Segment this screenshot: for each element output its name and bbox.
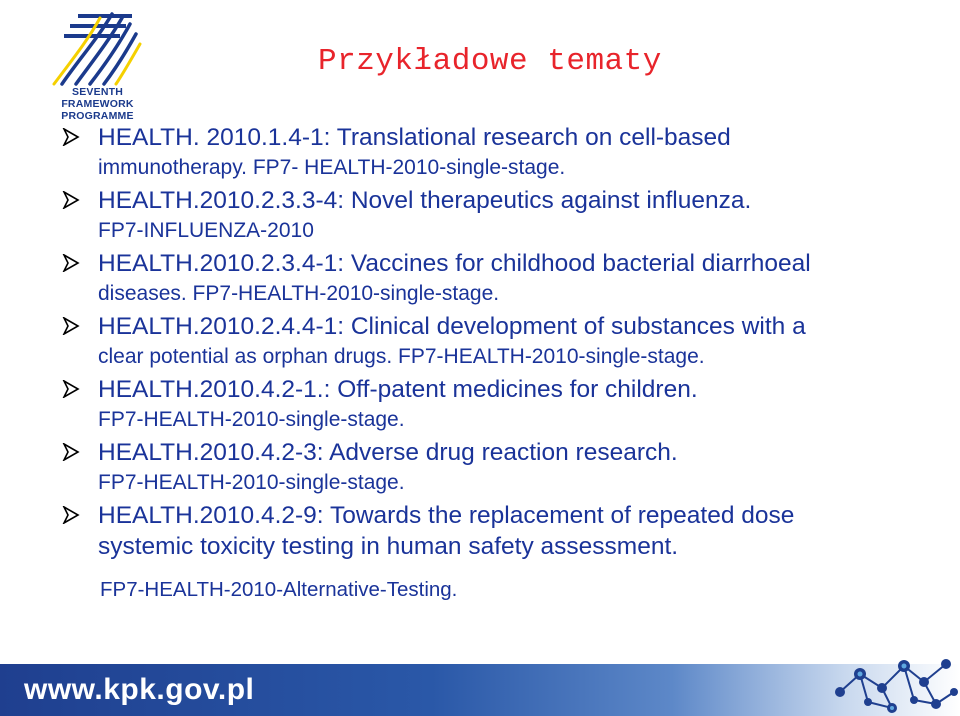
arrow-bullet-icon <box>62 443 80 461</box>
fp7-logo-icon <box>40 8 155 86</box>
item-line: systemic toxicity testing in human safety assessment. <box>98 533 679 560</box>
arrow-bullet-icon <box>62 380 80 398</box>
item-line: clear potential as orphan drugs. FP7-HEALTH-2010-single-stage. <box>98 345 705 368</box>
trailing-call-id: FP7-HEALTH-2010-Alternative-Testing. <box>100 578 458 601</box>
list-item <box>62 311 942 372</box>
list-item <box>62 500 942 562</box>
arrow-bullet-icon <box>62 128 80 146</box>
list-item <box>62 185 942 246</box>
list-item <box>62 437 942 498</box>
item-line: HEALTH.2010.4.2-3: Adverse drug reaction research. <box>98 439 678 466</box>
arrow-bullet-icon <box>62 191 80 209</box>
item-line: HEALTH.2010.2.3.4-1: Vaccines for childhood bacterial diarrhoeal <box>98 250 811 277</box>
fp7-logo <box>40 8 155 122</box>
item-line: FP7-HEALTH-2010-single-stage. <box>98 408 405 431</box>
fp7-logo-text <box>40 86 155 122</box>
arrow-bullet-icon <box>62 506 80 524</box>
item-line: HEALTH. 2010.1.4-1: Translational research on cell-based <box>98 124 731 151</box>
item-line: immunotherapy. FP7- HEALTH-2010-single-stage. <box>98 156 566 179</box>
item-line: HEALTH.2010.2.3.3-4: Novel therapeutics against influenza. <box>98 187 752 214</box>
slide-title: Przykładowe tematy <box>318 44 662 79</box>
topic-list <box>62 122 942 564</box>
item-line: FP7-HEALTH-2010-single-stage. <box>98 471 405 494</box>
item-line: HEALTH.2010.4.2-9: Towards the replacement of repeated dose <box>98 502 795 529</box>
item-line: diseases. FP7-HEALTH-2010-single-stage. <box>98 282 500 305</box>
logo-line-2: PROGRAMME <box>61 110 134 122</box>
footer-url-link[interactable]: www.kpk.gov.pl <box>24 673 255 706</box>
item-line: HEALTH.2010.4.2-1.: Off-patent medicines for children. <box>98 376 698 403</box>
item-line: FP7-INFLUENZA-2010 <box>98 219 314 242</box>
logo-line-1: SEVENTH FRAMEWORK <box>61 86 134 110</box>
item-line: HEALTH.2010.2.4.4-1: Clinical development of substances with a <box>98 313 806 340</box>
footer <box>0 652 960 716</box>
list-item <box>62 248 942 309</box>
list-item <box>62 122 942 183</box>
arrow-bullet-icon <box>62 317 80 335</box>
arrow-bullet-icon <box>62 254 80 272</box>
molecule-icon <box>820 652 960 716</box>
list-item <box>62 374 942 435</box>
